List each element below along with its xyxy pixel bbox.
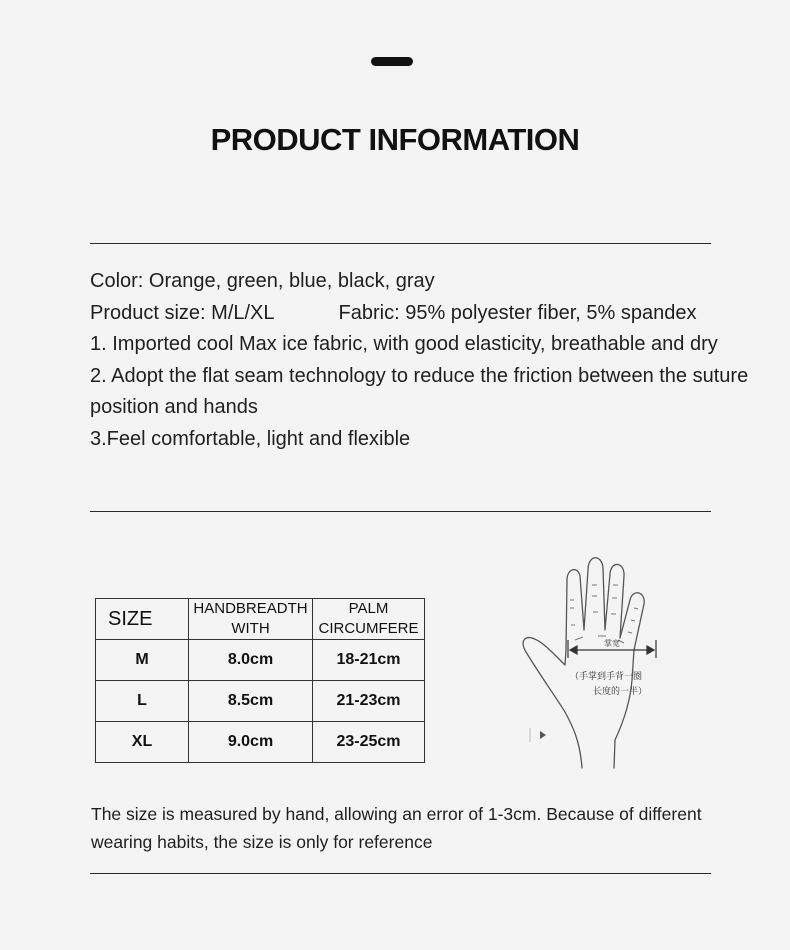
table-row bbox=[96, 722, 425, 763]
divider-top bbox=[90, 243, 711, 244]
product-size-text: Product size: M/L/XL bbox=[90, 301, 275, 324]
size-cell: XL bbox=[96, 722, 189, 763]
feature-1: 1. Imported cool Max ice fabric, with good elasticity, breathable and dry bbox=[90, 333, 718, 355]
product-info bbox=[90, 266, 780, 455]
table-row bbox=[96, 681, 425, 722]
divider-bottom bbox=[90, 873, 711, 874]
fabric-text: Fabric: 95% polyester fiber, 5% spandex bbox=[338, 301, 697, 324]
page-title: PRODUCT INFORMATION bbox=[210, 122, 580, 157]
palm-cell: 21-23cm bbox=[313, 681, 425, 722]
top-decoration-bar bbox=[371, 57, 413, 66]
handbreadth-cell: 9.0cm bbox=[189, 722, 313, 763]
size-cell: L bbox=[96, 681, 189, 722]
table-row bbox=[96, 640, 425, 681]
header-handbreadth bbox=[189, 599, 313, 640]
handbreadth-cell: 8.0cm bbox=[189, 640, 313, 681]
header-handbreadth-line2: WITH bbox=[231, 620, 270, 637]
header-size: SIZE bbox=[96, 599, 189, 640]
feature-3: 3.Feel comfortable, light and flexible bbox=[90, 427, 411, 450]
palm-cell: 23-25cm bbox=[313, 722, 425, 763]
size-chart-table bbox=[95, 598, 425, 763]
header-palm-line1: PALM bbox=[348, 600, 389, 617]
size-fabric-line bbox=[90, 298, 780, 330]
header-palm-line2: CIRCUMFERE bbox=[318, 620, 419, 637]
divider-middle bbox=[90, 511, 711, 512]
circumference-label-2: 长度的一半） bbox=[592, 687, 648, 697]
handbreadth-cell: 8.5cm bbox=[189, 681, 313, 722]
size-note: The size is measured by hand, allowing an error of 1-3cm. Because of different wearing habits, the size is only for reference bbox=[91, 804, 702, 852]
circumference-label-1: （手掌到手背一圈 bbox=[569, 672, 643, 682]
header-handbreadth-line1: HANDBREADTH bbox=[193, 600, 308, 617]
color-line: Color: Orange, green, blue, black, gray bbox=[90, 270, 435, 292]
hand-measurement-diagram bbox=[510, 540, 700, 770]
feature-2: 2. Adopt the flat seam technology to reduce the friction between the suture position and hands bbox=[90, 364, 749, 418]
size-cell: M bbox=[96, 640, 189, 681]
size-chart-header-row bbox=[96, 599, 425, 640]
play-marker-icon bbox=[530, 728, 546, 742]
palm-cell: 18-21cm bbox=[313, 640, 425, 681]
header-palm bbox=[313, 599, 425, 640]
width-label: 掌宽 bbox=[604, 639, 620, 648]
